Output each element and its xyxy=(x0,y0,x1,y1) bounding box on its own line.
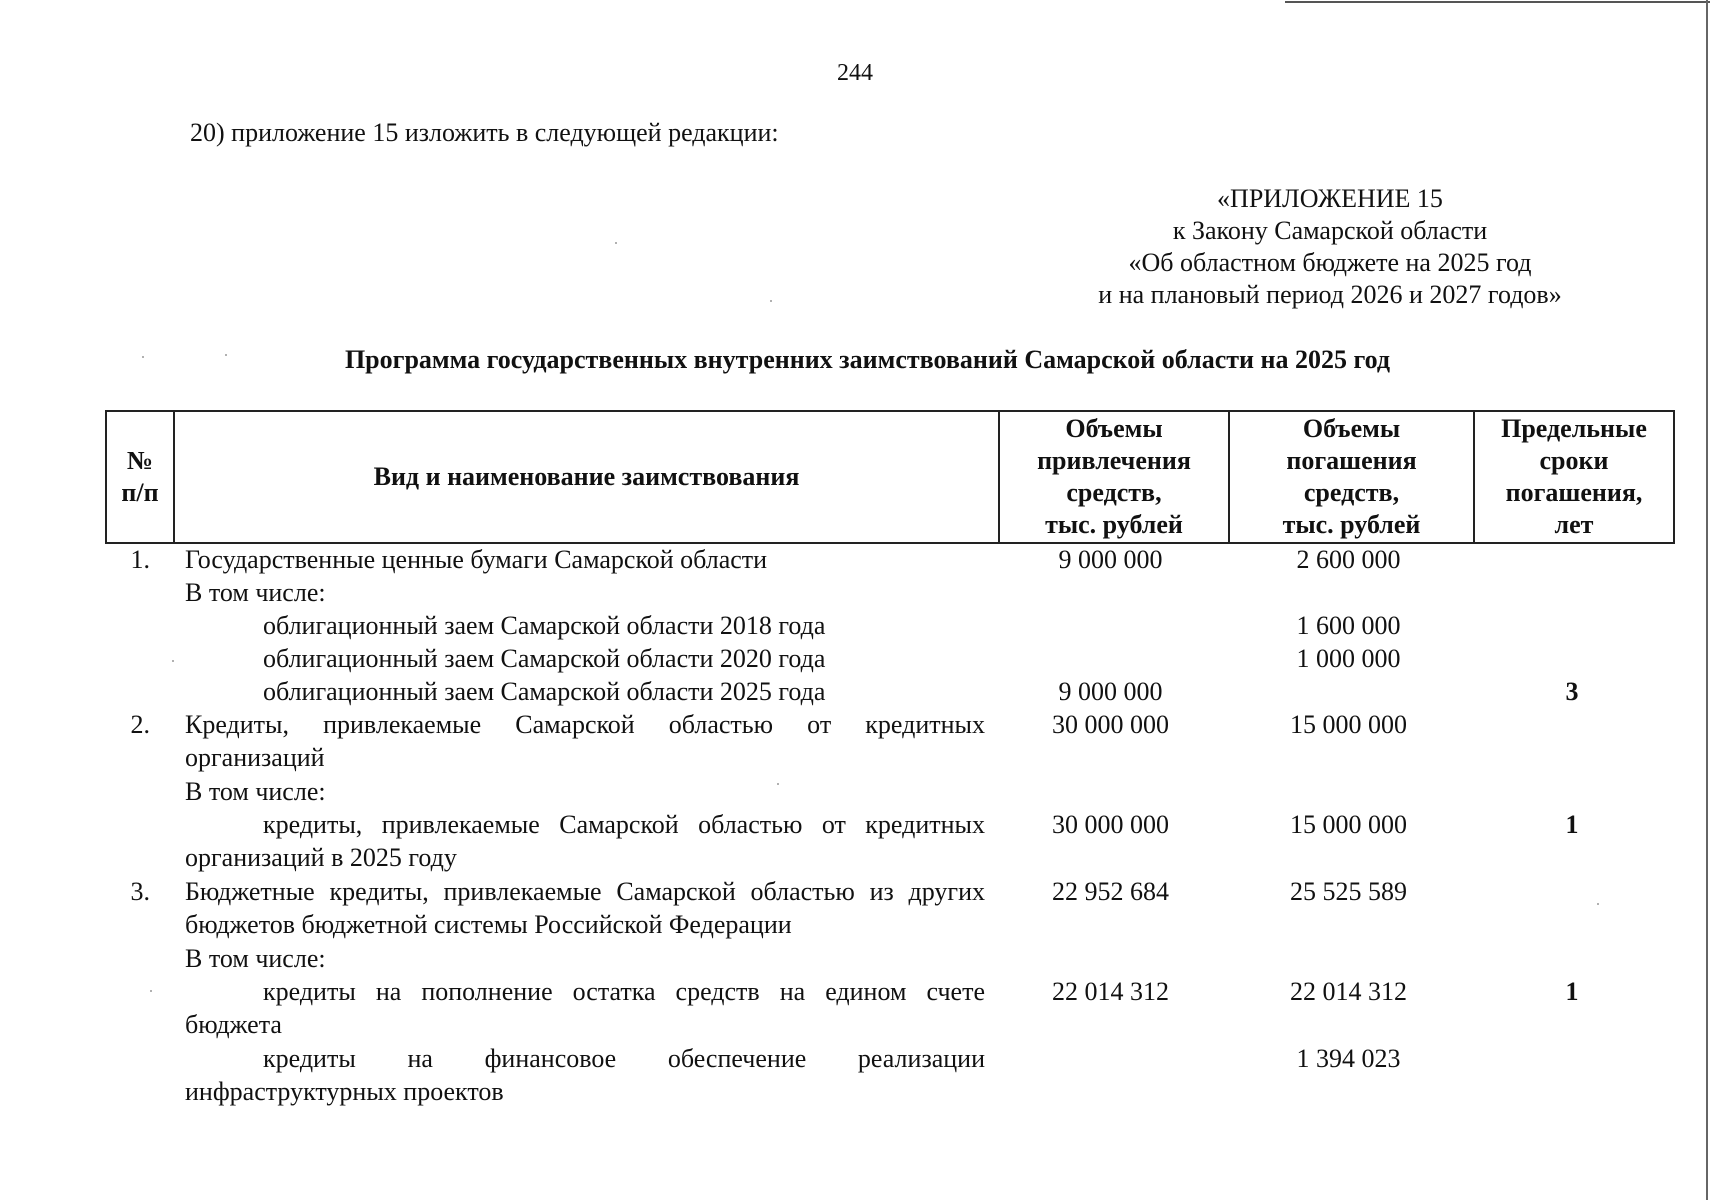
repay-value: 2 600 000 xyxy=(1296,545,1401,574)
scan-speck xyxy=(150,990,152,992)
scan-speck xyxy=(172,660,174,662)
header-attract: Объемы привлечения средств, тыс. рублей xyxy=(999,411,1229,543)
appendix-line-1: «ПРИЛОЖЕНИЕ 15 xyxy=(1217,184,1443,213)
row-name: облигационный заем Самарской области 2020 года xyxy=(263,644,826,673)
header-repay: Объемы погашения средств, тыс. рублей xyxy=(1229,411,1474,543)
row-name: Бюджетные кредиты, привлекаемые Самарской областью из других бюджетов бюджетной системы Российской Федерации xyxy=(185,877,985,939)
table-header xyxy=(105,410,1675,544)
header-num: № п/п xyxy=(106,411,174,543)
scan-speck xyxy=(770,300,772,302)
attract-value: 30 000 000 xyxy=(1052,710,1169,739)
row-name: В том числе: xyxy=(185,944,326,973)
scan-speck xyxy=(777,783,779,785)
header-term: Предельные сроки погашения, лет xyxy=(1474,411,1674,543)
page-frame-right-line xyxy=(1706,0,1708,1200)
attract-value: 9 000 000 xyxy=(1058,677,1163,706)
row-name: облигационный заем Самарской области 2025 года xyxy=(263,677,826,706)
scan-speck xyxy=(142,356,144,358)
appendix-line-2: к Закону Самарской области xyxy=(1172,216,1488,245)
page-number: 244 xyxy=(837,60,873,86)
row-number: 3. xyxy=(130,877,150,906)
attract-value: 9 000 000 xyxy=(1058,545,1163,574)
term-value: 3 xyxy=(1565,677,1579,706)
attract-value: 22 014 312 xyxy=(1052,977,1169,1006)
row-name: В том числе: xyxy=(185,578,326,607)
appendix-line-3: «Об областном бюджете на 2025 год xyxy=(1128,248,1532,277)
repay-value: 15 000 000 xyxy=(1290,810,1407,839)
scan-speck xyxy=(225,354,227,356)
document-title: Программа государственных внутренних заимствований Самарской области на 2025 год xyxy=(344,345,1391,374)
repay-value: 1 600 000 xyxy=(1296,611,1401,640)
intro-text: 20) приложение 15 изложить в следующей редакции: xyxy=(190,118,779,147)
repay-value: 25 525 589 xyxy=(1290,877,1407,906)
attract-value: 22 952 684 xyxy=(1052,877,1169,906)
page-frame-top-line xyxy=(1285,1,1710,3)
repay-value: 1 000 000 xyxy=(1296,644,1401,673)
row-number: 2. xyxy=(130,710,150,739)
header-name: Вид и наименование заимствования xyxy=(174,411,999,543)
repay-value: 15 000 000 xyxy=(1290,710,1407,739)
term-value: 1 xyxy=(1565,810,1579,839)
scan-speck xyxy=(1597,903,1599,905)
term-value: 1 xyxy=(1565,977,1579,1006)
repay-value: 22 014 312 xyxy=(1290,977,1407,1006)
row-name: кредиты, привлекаемые Самарской областью от кредитных организаций в 2025 году xyxy=(185,810,985,872)
attract-value: 30 000 000 xyxy=(1052,810,1169,839)
repay-value: 1 394 023 xyxy=(1296,1044,1401,1073)
row-name: кредиты на пополнение остатка средств на едином счете бюджета xyxy=(185,977,985,1039)
appendix-line-4: и на плановый период 2026 и 2027 годов» xyxy=(1098,280,1562,309)
scan-speck xyxy=(615,242,617,244)
row-name: В том числе: xyxy=(185,777,326,806)
appendix-heading xyxy=(1030,183,1630,311)
row-name: кредиты на финансовое обеспечение реализации инфраструктурных проектов xyxy=(185,1044,985,1106)
row-name: Кредиты, привлекаемые Самарской областью от кредитных организаций xyxy=(185,710,985,772)
row-name: облигационный заем Самарской области 2018 года xyxy=(263,611,826,640)
row-number: 1. xyxy=(130,545,150,574)
row-name: Государственные ценные бумаги Самарской области xyxy=(185,545,768,574)
